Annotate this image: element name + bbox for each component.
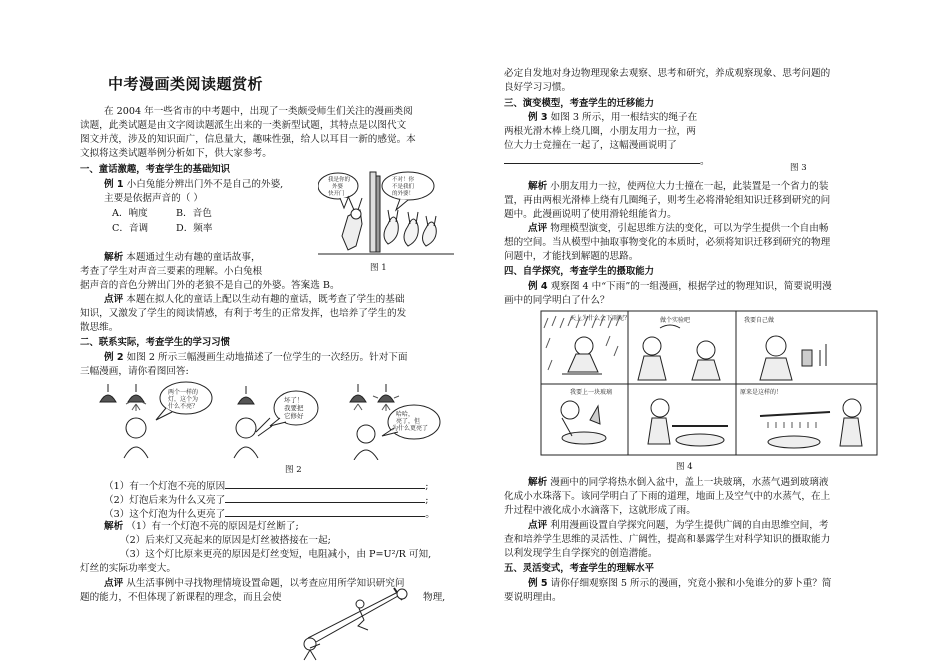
figure-1-caption: 图 1 <box>370 263 387 273</box>
comment-label: 点评 <box>104 294 124 305</box>
fig4-panel-text: 原来是这样的！ <box>740 389 783 396</box>
analysis-4-line: 升过程中液化成小水滴落下，这就形成了雨。 <box>504 505 696 516</box>
comment-3-line: 想的空间。当从模型中抽取事物变化的本质时，必须将知识迁移到研究的物理 <box>504 237 831 248</box>
fig2-bubble-text: 坏了！ <box>284 396 304 404</box>
fig1-bubble-text: 的外婆！ <box>392 191 415 197</box>
figure-3-caption: 图 3 <box>790 163 807 173</box>
example-label: 例 2 <box>104 352 124 363</box>
example-label: 例 1 <box>104 179 124 190</box>
analysis-3-line: 解析 小朋友用力一拉，使两位大力士撞在一起，此装置是一个省力的装 <box>528 181 829 192</box>
example-4-line: 例 4 观察图 4 中“下雨”的一组漫画，根据学过的物理知识，简要说明漫 <box>528 281 832 292</box>
example-5-line: 要说明理由。 <box>504 592 562 603</box>
fig4-panel-text: 做个实验吧 <box>660 317 691 324</box>
section-heading: 二、联系实际，考查学生的学习习惯 <box>80 337 231 348</box>
analysis-3-line: 题中。此漫画说明了使用滑轮组能省力。 <box>504 209 677 220</box>
analysis-label: 解析 <box>104 252 124 263</box>
analysis-2-line: （2）后来灯又亮起来的原因是灯丝被搭接在一起; <box>120 535 331 546</box>
analysis-3-line: 置，再由两根光滑棒上绕有几圈绳子，则考生必将滑轮组知识迁移到研究的问 <box>504 195 831 206</box>
example-label: 例 3 <box>528 112 548 123</box>
analysis-label: 解析 <box>528 477 548 488</box>
option-b: B．音色 <box>176 208 212 219</box>
section-heading: 一、童话激趣，考查学生的基础知识 <box>80 164 231 175</box>
comment-label: 点评 <box>528 223 548 234</box>
example-3-line: 两根光滑木棒上绕几圈，小朋友用力一拉，两 <box>504 126 696 137</box>
analysis-2-line: 灯丝的实际功率变大。 <box>80 563 176 574</box>
fig2-bubble-text: 亮了，但 <box>396 418 421 425</box>
fig2-bubble-text: 两个一样的 <box>168 389 199 396</box>
intro-line: 读题，此类试题是由文字阅读题派生出来的一类新型试题，其特点是以图代文 <box>80 120 407 131</box>
comment-1-line: 知识，又激发了学生的阅读情感，有利于考生的正常发挥，也培养了学生的发 <box>80 308 407 319</box>
example-5-line: 例 5 请你仔细观察图 5 所示的漫画，究竟小猴和小兔谁分的萝卜重？简 <box>528 578 832 589</box>
section-heading: 四、自学探究，考查学生的摄取能力 <box>504 266 655 277</box>
figure-4-illustration <box>540 310 878 456</box>
figure-1-illustration <box>318 166 454 258</box>
analysis-1-line: 解析 本题通过生动有趣的童话故事， <box>104 252 261 263</box>
fig1-bubble-text: 外婆 <box>332 184 344 190</box>
question-line: （1）有一个灯泡不亮的原因 ; <box>104 478 428 493</box>
fig1-bubble-text: 不对！你 <box>392 177 415 183</box>
fig2-bubble-text: 什么不亮？ <box>168 403 199 410</box>
example-4-line: 画中的同学明白了什么？ <box>504 295 610 306</box>
analysis-2-line: 解析 （1）有一个灯泡不亮的原因是灯丝断了; <box>104 521 299 532</box>
comment-1-line: 散思维。 <box>80 322 119 333</box>
comment-label: 点评 <box>104 578 124 589</box>
intro-line: 图文并茂，涉及的知识面广，信息量大，趣味性强，给人以耳目一新的感觉。本 <box>80 134 416 145</box>
intro-line: 文拟将这类试题举例分析如下，供大家参考。 <box>80 148 272 159</box>
page-title: 中考漫画类阅读题赏析 <box>108 75 264 93</box>
fig2-bubble-text: 它修好 <box>284 412 304 420</box>
fig1-bubble-text: 快开门 <box>328 191 345 197</box>
example-label: 例 5 <box>528 578 548 589</box>
fig2-bubble-text: 我要把 <box>284 404 304 412</box>
comment-2-line: 题的能力，不但体现了新课程的理念，而且会使 <box>80 592 282 603</box>
example-3-line: 位大力士竞撞在一起了，这幅漫画说明了 <box>504 140 677 151</box>
intro-line: 在 2004 年一些省市的中考题中，出现了一类颇受师生们关注的漫画类阅 <box>104 106 413 117</box>
example-2-line: 例 2 如图 2 所示三幅漫画生动地描述了一位学生的一次经历。针对下面 <box>104 352 408 363</box>
analysis-label: 解析 <box>528 181 548 192</box>
figure-3-illustration <box>298 586 418 664</box>
fig1-bubble-text: 不是我们 <box>392 184 415 190</box>
comment-2-tail: 物理, <box>423 592 446 603</box>
example-3-line: 例 3 如图 3 所示，用一根结实的绳子在 <box>528 112 698 123</box>
comment-1-line: 点评 本题在拟人化的童话上配以生动有趣的童话，既考查了学生的基础 <box>104 294 405 305</box>
fig2-bubble-text: 灯，这个为 <box>168 396 199 403</box>
continuation-line: 良好学习习惯。 <box>504 82 572 93</box>
comment-3-line: 问题中，才能找到解题的思路。 <box>504 251 639 262</box>
continuation-line: 必定自发地对身边物理现象去观察、思考和研究，养成观察现象、思考问题的 <box>504 68 831 79</box>
section-heading: 五、灵活变式，考查学生的理解水平 <box>504 563 655 574</box>
example-1-line: 主要是依据声音的（ ） <box>104 193 203 204</box>
analysis-label: 解析 <box>104 521 124 532</box>
fig4-panel-text: 天上为什么会下雨呢？ <box>570 315 631 322</box>
section-heading: 三、演变模型，考查学生的迁移能力 <box>504 98 655 109</box>
analysis-1-line: 据声音的音色分辨出门外的老狼不是自己的外婆。答案选 B。 <box>80 280 340 291</box>
analysis-1-line: 考查了学生对声音三要素的理解。小白兔根 <box>80 266 263 277</box>
question-line: （2）灯泡后来为什么又亮了 ; <box>104 492 428 507</box>
figure-4-caption: 图 4 <box>676 462 693 472</box>
option-a: A．响度 <box>112 208 148 219</box>
fig4-panel-text: 我要上一块玻璃 <box>570 389 613 396</box>
option-d: D．频率 <box>176 223 213 234</box>
example-2-line: 三幅漫画，请你看图回答: <box>80 366 189 377</box>
figure-2-illustration <box>96 380 446 460</box>
fig2-bubble-text: 哈哈， <box>396 411 415 418</box>
fig1-bubble-text: 我是你的 <box>328 177 351 183</box>
comment-4-line: 查和培养学生思维的灵活性、广阔性，提高和暴露学生对科学知识的摄取能力 <box>504 534 831 545</box>
fig4-panel-text: 我要自己做 <box>744 317 775 324</box>
analysis-4-line: 化成小水珠落下。该同学明白了下雨的道理，地面上及空气中的水蒸气，在上 <box>504 491 831 502</box>
comment-2-line: 点评 从生活事例中寻找物理情境设置命题，以考查应用所学知识研究问 <box>104 578 405 589</box>
answer-blank: 。 <box>504 153 710 168</box>
example-1-line: 例 1 小白兔能分辨出门外不是自己的外婆, <box>104 179 284 190</box>
fig2-bubble-text: 为什么更亮了 <box>392 425 429 432</box>
figure-2-caption: 图 2 <box>285 465 302 475</box>
comment-4-line: 点评 利用漫画设置自学探究问题，为学生提供广阔的自由思维空间，考 <box>528 520 829 531</box>
analysis-4-line: 解析 漫画中的同学将热水倒入盆中，盖上一块玻璃，水蒸气遇到玻璃液 <box>528 477 829 488</box>
example-label: 例 4 <box>528 281 548 292</box>
analysis-2-line: （3）这个灯比原来更亮的原因是灯丝变短，电阻减小，由 P=U²/R 可知, <box>120 549 432 560</box>
comment-4-line: 以利发现学生自学探究的创造潜能。 <box>504 548 658 559</box>
comment-label: 点评 <box>528 520 548 531</box>
question-line: （3）这个灯泡为什么更亮了 。 <box>104 506 435 521</box>
comment-3-line: 点评 物理模型演变，引起思维方法的变化，可以为学生提供一个自由畅 <box>528 223 829 234</box>
option-c: C．音调 <box>112 223 149 234</box>
